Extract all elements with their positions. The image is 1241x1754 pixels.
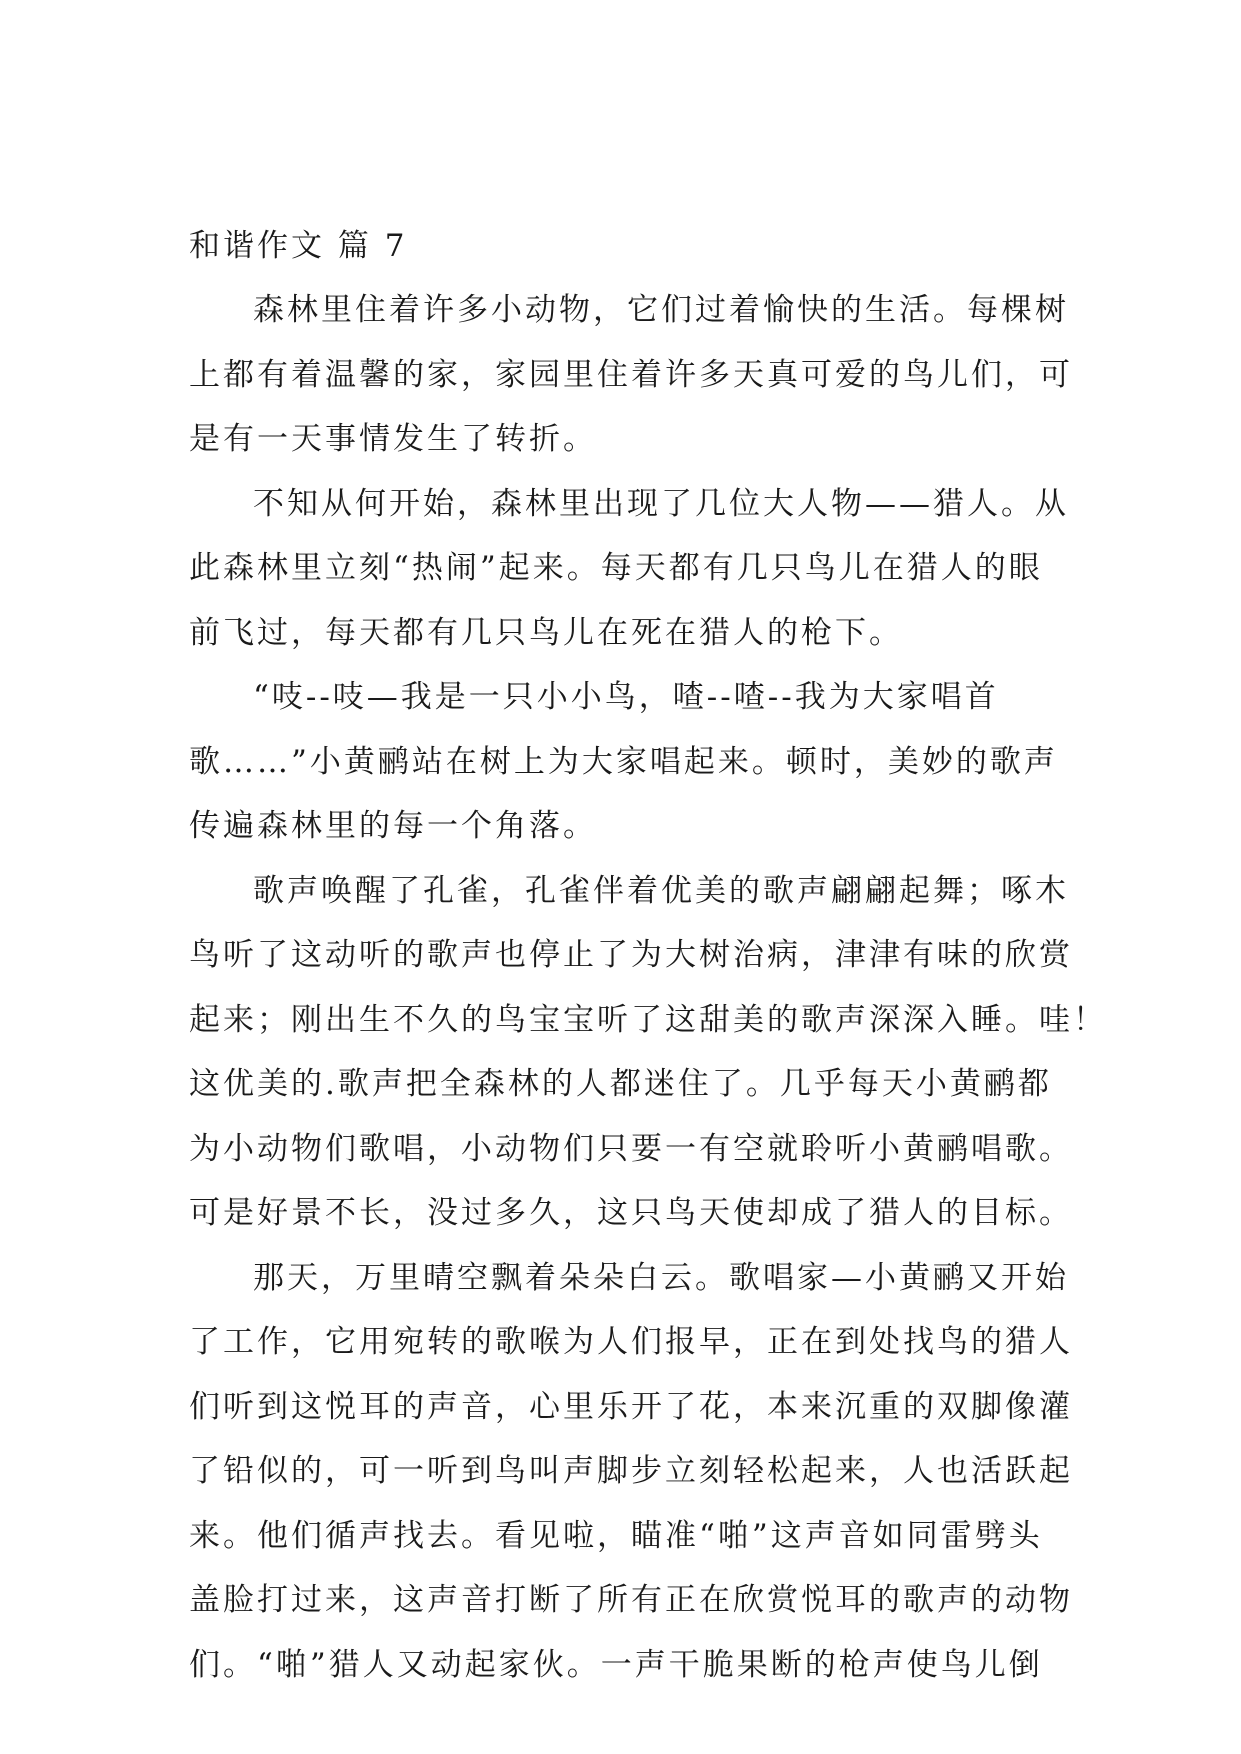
paragraph-line: 为小动物们歌唱，小动物们只要一有空就聆听小黄鹂唱歌。 [189,1130,1073,1167]
paragraph-line: 前飞过，每天都有几只鸟儿在死在猎人的枪下。 [189,614,903,651]
paragraph-line: 上都有着温馨的家，家园里住着许多天真可爱的鸟儿们，可 [189,356,1073,393]
paragraph-3 [189,665,1069,859]
paragraph-line: 歌声唤醒了孔雀，孔雀伴着优美的歌声翩翩起舞；啄木 [253,872,1069,909]
paragraph-line: 此森林里立刻“热闹”起来。每天都有几只鸟儿在猎人的眼 [189,550,1043,586]
paragraph-2 [189,472,1069,666]
paragraph-line: 了工作，它用宛转的歌喉为人们报早，正在到处找鸟的猎人 [189,1324,1073,1360]
paragraph-5 [189,1246,1073,1698]
paragraph-4 [189,859,1107,1246]
paragraph-line: 可是好景不长，没过多久，这只鸟天使却成了猎人的目标。 [189,1195,1073,1231]
paragraph-line: 盖脸打过来，这声音打断了所有正在欣赏悦耳的歌声的动物 [189,1582,1073,1618]
paragraph-line: 是有一天事情发生了转折。 [189,421,597,457]
paragraph-line: 们听到这悦耳的声音，心里乐开了花，本来沉重的双脚像灌 [189,1388,1073,1425]
paragraph-line: “吱--吱—我是一只小小鸟，喳--喳--我为大家唱首 [253,679,999,715]
document-title: 和谐作文 篇 7 [189,228,408,264]
paragraph-line: 不知从何开始，森林里出现了几位大人物——猎人。从 [253,485,1069,522]
document-body [189,214,1107,1697]
paragraph-line: 了铅似的，可一听到鸟叫声脚步立刻轻松起来，人也活跃起 [189,1453,1073,1489]
paragraph-line: 传遍森林里的每一个角落。 [189,808,597,844]
paragraph-line: 这优美的.歌声把全森林的人都迷住了。几乎每天小黄鹂都 [189,1066,1052,1102]
paragraph-1 [189,278,1073,472]
paragraph-line: 那天，万里晴空飘着朵朵白云。歌唱家—小黄鹂又开始 [253,1259,1069,1296]
paragraph-line: 来。他们循声找去。看见啦，瞄准“啪”这声音如同雷劈头 [189,1517,1043,1554]
paragraph-line: 鸟听了这动听的歌声也停止了为大树治病，津津有味的欣赏 [189,937,1073,973]
paragraph-line: 歌……”小黄鹂站在树上为大家唱起来。顿时，美妙的歌声 [189,743,1058,780]
paragraph-line: 们。“啪”猎人又动起家伙。一声干脆果断的枪声使鸟儿倒 [189,1646,1043,1683]
paragraph-line: 起来；刚出生不久的鸟宝宝听了这甜美的歌声深深入睡。哇！ [189,1001,1107,1038]
paragraph-line: 森林里住着许多小动物，它们过着愉快的生活。每棵树 [253,292,1069,328]
